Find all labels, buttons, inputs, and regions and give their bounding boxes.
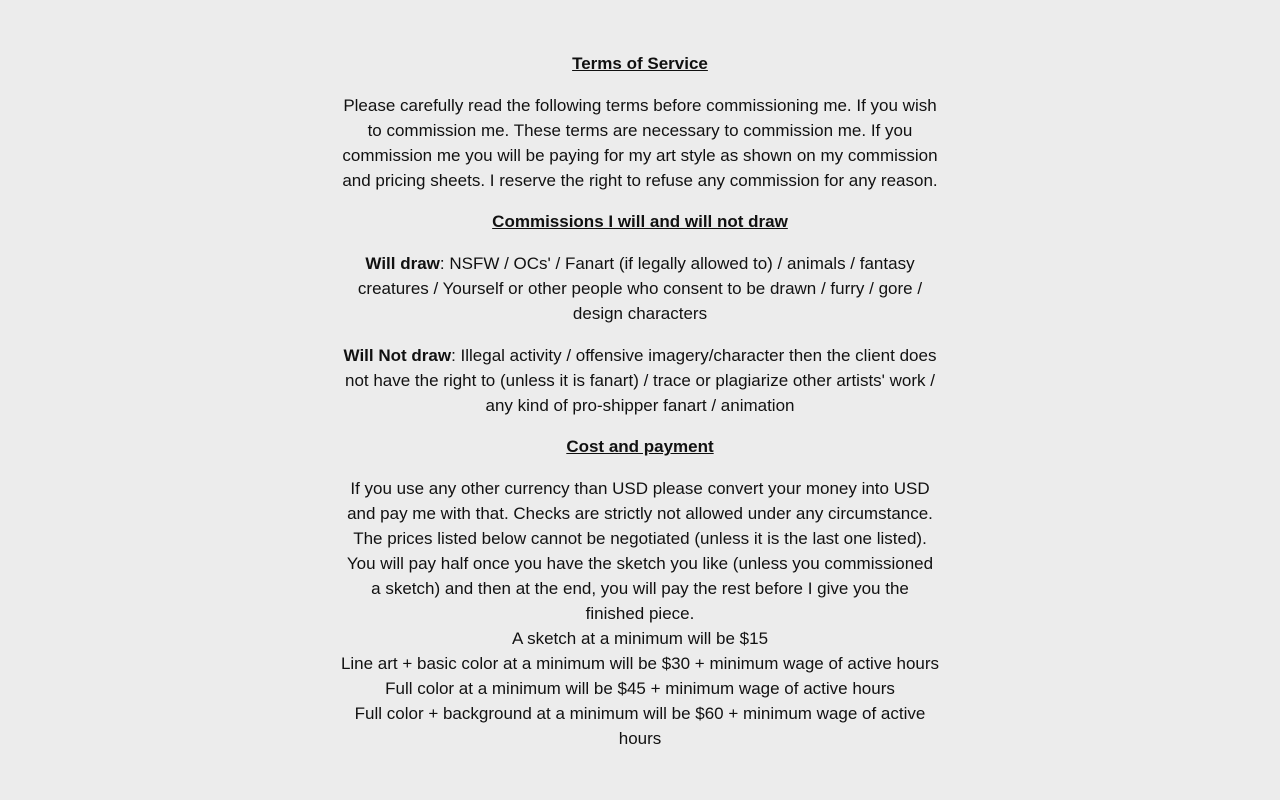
will-draw-paragraph	[340, 251, 940, 326]
page-title: Terms of Service	[572, 54, 708, 73]
section-heading-cost: Cost and payment	[566, 437, 714, 456]
will-not-draw-label: Will Not draw	[343, 346, 452, 365]
section-heading-commissions: Commissions I will and will not draw	[492, 212, 788, 231]
will-draw-label: Will draw	[365, 254, 440, 273]
will-not-draw-paragraph	[340, 343, 940, 418]
intro-paragraph: Please carefully read the following terms before commissioning me. If you wish to commission me. These terms are necessary to commission me. If you commission me you will be paying for my art style as shown on my commission and pricing sheets. I reserve the right to refuse any commission for any reason.	[342, 96, 938, 190]
price-item: Full color + background at a minimum will be $60 + minimum wage of active hours	[354, 704, 926, 748]
price-item: A sketch at a minimum will be $15	[511, 629, 769, 648]
price-item: Line art + basic color at a minimum will be $30 + minimum wage of active hours	[340, 654, 940, 673]
will-not-draw-text: : Illegal activity / offensive imagery/character then the client does not have the right to (unless it is fanart) / trace or plagiarize other artists' work / any kind of pro-shipper fanart / animation	[344, 346, 937, 415]
payment-paragraph: If you use any other currency than USD please convert your money into USD and pay me with that. Checks are strictly not allowed under any circumstance. The prices listed below cannot be negotiated (unless it is the last one listed). You will pay half once you have the sketch you like (unless you commissioned a sketch) and then at the end, you will pay the rest before I give you the finished piece.	[346, 479, 934, 623]
will-draw-text: : NSFW / OCs' / Fanart (if legally allowed to) / animals / fantasy creatures / Yourself or other people who consent to be drawn / furry / gore / design characters	[357, 254, 923, 323]
price-item: Full color at a minimum will be $45 + minimum wage of active hours	[385, 679, 895, 698]
terms-document	[340, 52, 940, 751]
